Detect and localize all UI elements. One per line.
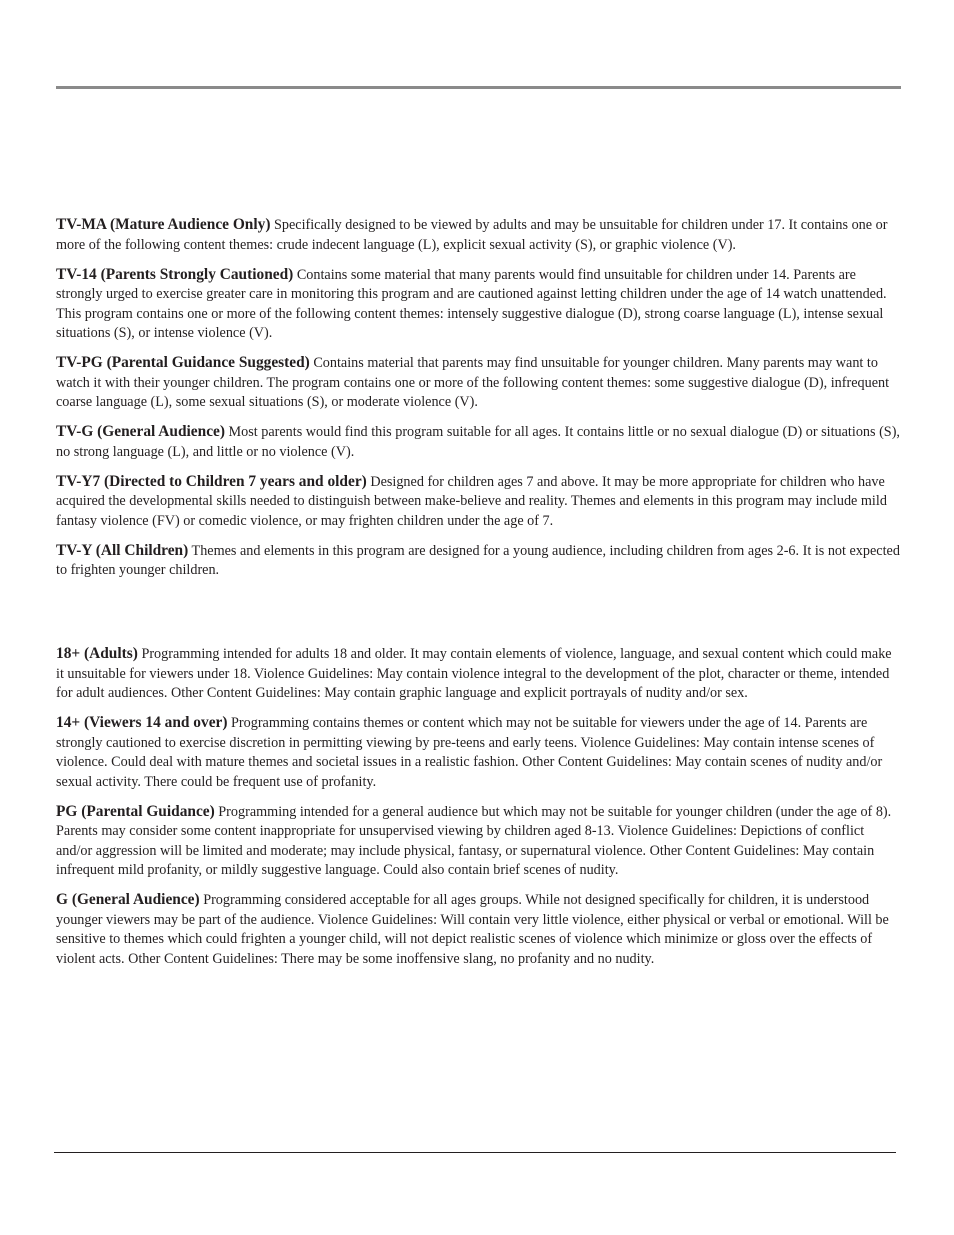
rating-description: Programming intended for adults 18 and older. It may contain elements of violence, language, and sexual content which could make it unsuitable for viewers under 18. Violence Guidelines: May contain violence integral to the development of the plot, character or theme, intended for adult audiences. Other Content Guidelines: May contain graphic language and explicit portrayals of nudity and/or sex. [56, 646, 892, 701]
rating-term: 14+ (Viewers 14 and over) [56, 714, 228, 731]
rating-term: TV-G (General Audience) [56, 423, 225, 440]
rating-entry-g [56, 890, 901, 969]
rating-term: TV-14 (Parents Strongly Cautioned) [56, 265, 294, 283]
rating-description: Contains material that parents may find unsuitable for younger children. Many parents may want to watch it with their younger children. The program contains one or more of the following content themes: some suggestive dialogue (D), infrequent coarse language (L), some sexual situations (S), or moderate violence (V). [56, 355, 890, 410]
rating-term: TV-Y7 (Directed to Children 7 years and older) [56, 472, 367, 490]
canadian-ratings-section [56, 644, 901, 979]
rating-term: TV-PG (Parental Guidance Suggested) [56, 354, 310, 371]
rating-description: Contains some material that many parents would find unsuitable for children under 14. Parents are strongly urged to exercise greater care in monitoring this program and are cautioned against letting children under the age of 14 watch unattended. This program contains one or more of the following content themes: intensely suggestive dialogue (D), strong coarse language (L), intense sexual situations (S), or intense violence (V). [56, 266, 887, 341]
us-tv-ratings-section [56, 215, 901, 590]
rating-description: Themes and elements in this program are designed for a young audience, including children from ages 2-6. It is not expected to frighten younger children. [56, 542, 900, 578]
rating-description: Designed for children ages 7 and above. It may be more appropriate for children who have acquired the developmental skills needed to distinguish between make-believe and reality. Themes and elements in this program may include mild fantasy violence (FV) or comedic violence, or may frighten children under the age of 7. [56, 473, 887, 529]
rating-entry-14-plus [56, 713, 901, 792]
rating-entry-pg [56, 802, 901, 881]
rating-term: TV-Y (All Children) [56, 541, 189, 559]
rating-entry-tv-14 [56, 265, 901, 344]
rating-entry-18-plus [56, 644, 901, 704]
rating-term: PG (Parental Guidance) [56, 802, 215, 820]
rating-term: 18+ (Adults) [56, 645, 138, 662]
rating-term: TV-MA (Mature Audience Only) [56, 216, 271, 233]
rating-entry-tv-y7 [56, 472, 901, 532]
rating-term: G (General Audience) [56, 891, 200, 908]
rating-entry-tv-y [56, 541, 901, 581]
rating-entry-tv-pg [56, 353, 901, 413]
bottom-divider [54, 1152, 896, 1153]
rating-description: Programming intended for a general audience but which may not be suitable for younger children (under the age of 8). Parents may consider some content inappropriate for unsupervised viewing by children aged 8-13. Violence Guidelines: Depictions of conflict and/or aggression will be limited and moderate; may include physical, fantasy, or supernatural violence. Other Content Guidelines: May contain infrequent mild profanity, or mildly suggestive language. Could also contain brief scenes of nudity. [56, 803, 892, 878]
rating-entry-tv-ma [56, 215, 901, 255]
rating-entry-tv-g [56, 422, 901, 462]
rating-description: Programming contains themes or content which may not be suitable for viewers under the age of 14. Parents are strongly cautioned to exercise discretion in permitting viewing by pre-teens and early teens. Violence Guidelines: May contain intense scenes of violence. Could deal with mature themes and societal issues in a realistic fashion. Other Content Guidelines: May contain scenes of nudity and/or sexual activity. There could be frequent use of profanity. [56, 715, 883, 790]
rating-description: Programming considered acceptable for all ages groups. While not designed specifically for children, it is understood younger viewers may be part of the audience. Violence Guidelines: Will contain very little violence, either physical or verbal or emotional. Will be sensitive to themes which could frighten a younger child, will not depict realistic scenes of violence which minimize or gloss over the effects of violent acts. Other Content Guidelines: There may be some inoffensive slang, no profanity and no nudity. [56, 892, 889, 967]
top-divider [56, 86, 901, 89]
rating-description: Most parents would find this program suitable for all ages. It contains little or no sexual dialogue (D) or situations (S), no strong language (L), and little or no violence (V). [56, 424, 900, 460]
rating-description: Specifically designed to be viewed by adults and may be unsuitable for children under 17. It contains one or more of the following content themes: crude indecent language (L), explicit sexual activity (S), or graphic violence (V). [56, 217, 888, 253]
